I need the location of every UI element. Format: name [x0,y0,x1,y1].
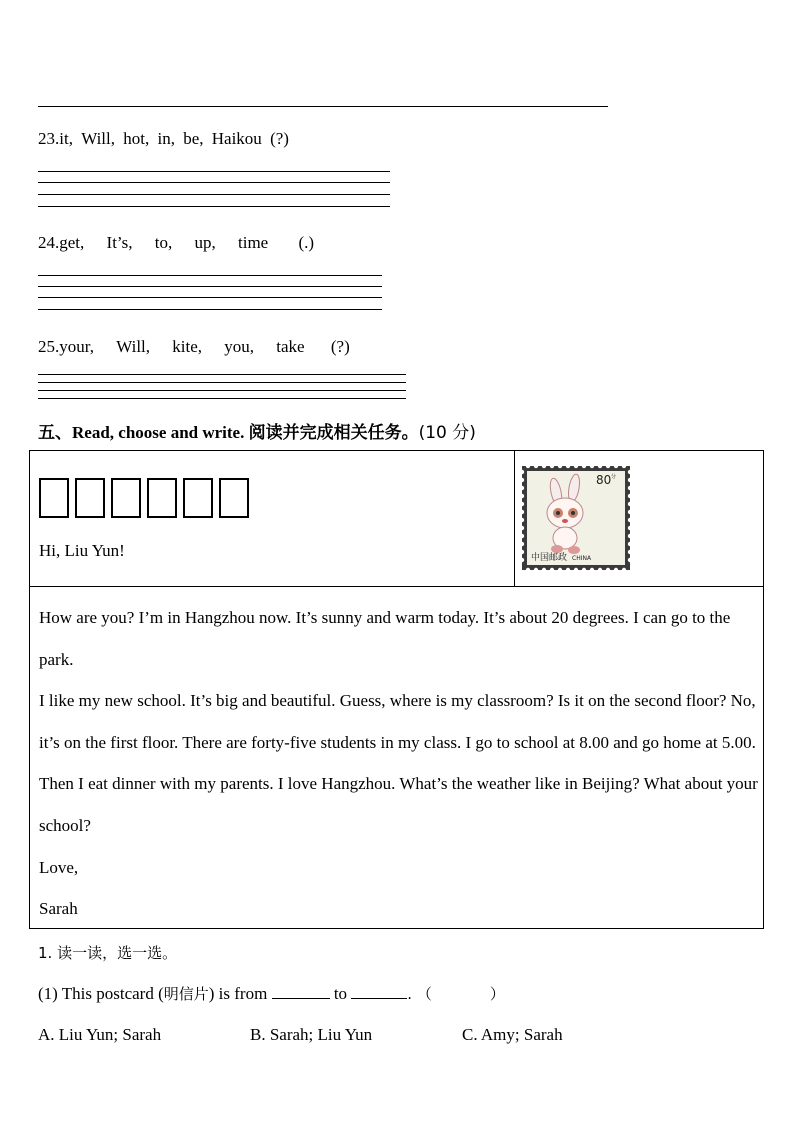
postcode-box [219,478,249,518]
section-title-cn: 阅读并完成相关任务。 [248,423,419,443]
option-b[interactable]: B. Sarah; Liu Yun [250,1025,373,1044]
word: be, [183,129,204,148]
word: get, [59,233,85,252]
word: to, [154,233,173,252]
punctuation: (.) [298,233,315,252]
writing-line [38,275,382,276]
stamp-value-unit: 分 [611,474,617,480]
writing-line [38,309,382,310]
question-text: to [329,984,352,1003]
answer-line [38,106,608,107]
section-number: 五、 [38,423,72,443]
word: you, [224,337,255,356]
task-instruction: 1. 读一读，选一选。 [38,944,178,962]
blank[interactable] [272,984,330,999]
stamp [522,466,630,570]
question-24 [38,233,314,253]
word: your, [59,337,94,356]
postcard-divider [30,586,763,587]
writing-line [38,182,390,183]
question-1 [38,983,505,1004]
answer-bracket-open: . （ [407,985,432,1003]
word: Will, [81,129,115,148]
letter-signature: Sarah [39,899,78,919]
question-text: (1) This postcard ( [38,984,164,1003]
word: in, [157,129,175,148]
word: It’s, [106,233,133,252]
answer-bracket-close: ） [489,985,505,1003]
letter-body [39,597,759,930]
letter-paragraph: I like my new school. It’s big and beautiful. Guess, where is my classroom? Is it on the second floor? No, it’s on the first floor. There are forty-five students in my class. I go to school at 8.00 and go home at 5.00. Then I eat dinner with my parents. I love Hangzhou. What’s the weather like in Beijing? What about your school? [39,691,758,835]
word: take [276,337,305,356]
word: Haikou [211,129,262,148]
blank[interactable] [351,984,407,999]
greeting: Hi, Liu Yun! [39,541,125,560]
postcode-box [183,478,213,518]
question-number: 23. [38,129,60,148]
word: up, [194,233,216,252]
option-a[interactable]: A. Liu Yun; Sarah [38,1025,162,1044]
postcode-box [111,478,141,518]
word: time [238,233,269,252]
question-text: ) is from [208,984,272,1003]
option-c[interactable]: C. Amy; Sarah [462,1025,563,1044]
writing-line [38,171,390,172]
word: kite, [172,337,203,356]
letter-paragraph: How are you? I’m in Hangzhou now. It’s sunny and warm today. It’s about 20 degrees. I can go to the park. [39,608,731,669]
question-23 [38,129,289,149]
writing-line [38,206,390,207]
stamp-value: 80 [596,473,612,487]
letter-closing: Love, [39,857,79,877]
writing-line [38,374,406,375]
writing-line [38,286,382,287]
question-text-cn: 明信片 [163,985,209,1003]
postcode-box [39,478,69,518]
writing-line [38,194,390,195]
section-title [38,418,476,443]
postcard [29,450,764,929]
stamp-country: 中国邮政 [531,553,568,563]
writing-line [38,390,406,391]
postcode-box [147,478,177,518]
punctuation: (?) [270,129,289,148]
word: Will, [116,337,151,356]
writing-line [38,382,406,383]
writing-line [38,398,406,399]
section-score: (10 分) [418,423,476,443]
postcode-boxes [39,478,249,518]
question-25 [38,337,350,357]
word: it, [59,129,73,148]
rabbit-stamp-icon [522,466,630,570]
punctuation: (?) [330,337,350,356]
stamp-country-en: CHINA [572,555,592,562]
question-number: 25. [38,337,60,356]
postcode-box [75,478,105,518]
postcard-divider [514,451,515,586]
question-number: 24. [38,233,60,252]
section-title-en: Read, choose and write. [72,423,245,442]
writing-line [38,297,382,298]
word: hot, [123,129,150,148]
